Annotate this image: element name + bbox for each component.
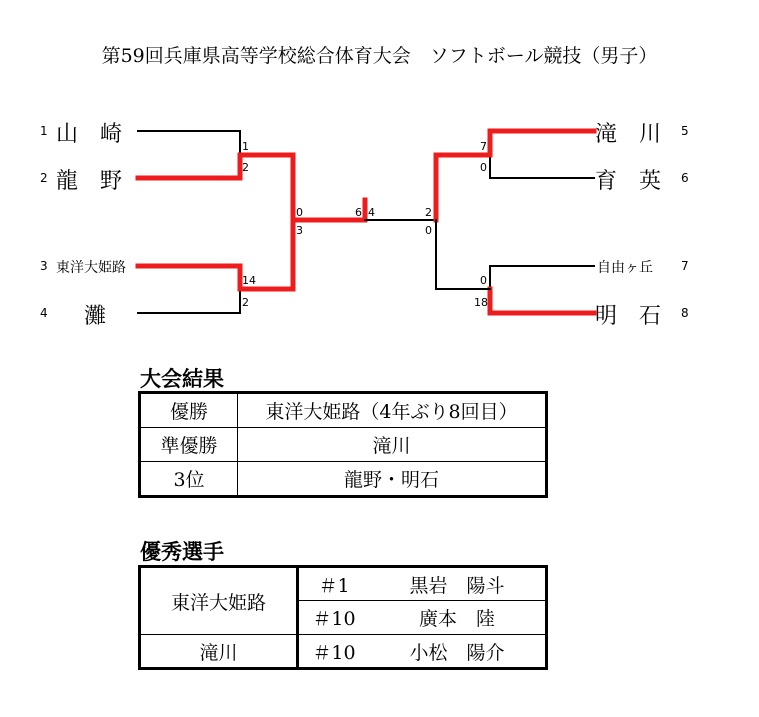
bracket-line-jiyugaoka (490, 266, 594, 289)
team-name-akashi: 明 石 (595, 304, 662, 329)
team-name-nada: 灘 (84, 304, 107, 329)
result-label: 3位 (140, 462, 238, 497)
players-table (138, 565, 548, 670)
score-label: 0 (480, 274, 487, 287)
score-label: 7 (480, 140, 487, 153)
seed-number: 5 (681, 124, 689, 138)
score-label: 4 (368, 206, 375, 219)
results-heading: 大会結果 (140, 367, 224, 391)
seed-number: 6 (681, 171, 689, 185)
score-label: 18 (474, 296, 488, 309)
player-name: 黒岩 陽斗 (369, 567, 547, 601)
score-label: 2 (425, 206, 432, 219)
player-name: 廣本 陸 (369, 601, 547, 635)
team-name-yamasaki: 山 崎 (56, 122, 123, 147)
seed-number: 7 (681, 259, 689, 273)
result-label: 優勝 (140, 393, 238, 428)
results-table (138, 391, 548, 498)
page-title: 第59回兵庫県高等学校総合体育大会 ソフトボール競技（男子） (101, 45, 658, 67)
seed-number: 2 (40, 171, 48, 185)
seed-number: 4 (40, 306, 48, 320)
bracket-line-akashi (490, 289, 594, 313)
table-row (140, 428, 547, 462)
seed-number: 3 (40, 259, 48, 273)
team-name-takigawa: 滝 川 (595, 122, 662, 147)
players-heading: 優秀選手 (140, 540, 224, 564)
score-label: 0 (425, 224, 432, 237)
bracket-line-toyo (138, 266, 240, 289)
result-label: 準優勝 (140, 428, 238, 462)
score-label: 1 (242, 140, 249, 153)
score-label: 6 (355, 206, 362, 219)
score-label: 3 (296, 224, 303, 237)
player-number: ＃10 (298, 635, 370, 669)
player-school: 東洋大姫路 (140, 567, 298, 635)
table-row (140, 462, 547, 497)
team-name-tatsuno: 龍 野 (56, 169, 123, 194)
bracket-line-yamasaki (138, 131, 240, 155)
team-name-jiyugaoka: 自由ヶ丘 (597, 260, 653, 276)
score-label: 0 (296, 206, 303, 219)
score-label: 0 (480, 161, 487, 174)
table-row (140, 393, 547, 428)
bracket-line-nada (138, 289, 240, 313)
team-name-ikuei: 育 英 (595, 169, 662, 194)
score-label: 2 (242, 296, 249, 309)
result-value: 滝川 (238, 428, 547, 462)
team-name-toyo: 東洋大姫路 (56, 260, 126, 276)
score-label: 2 (242, 161, 249, 174)
score-label: 14 (242, 274, 256, 287)
bracket-line-tatsuno (138, 155, 240, 178)
table-row (140, 635, 547, 669)
bracket-line-takigawa (490, 131, 594, 155)
result-value: 龍野・明石 (238, 462, 547, 497)
player-number: ＃10 (298, 601, 370, 635)
bracket-line-ikuei (490, 155, 594, 178)
result-value: 東洋大姫路（4年ぶり8回目） (238, 393, 547, 428)
seed-number: 8 (681, 306, 689, 320)
player-number: ＃1 (298, 567, 370, 601)
table-row (140, 567, 547, 601)
player-school: 滝川 (140, 635, 298, 669)
player-name: 小松 陽介 (369, 635, 547, 669)
seed-number: 1 (40, 124, 48, 138)
